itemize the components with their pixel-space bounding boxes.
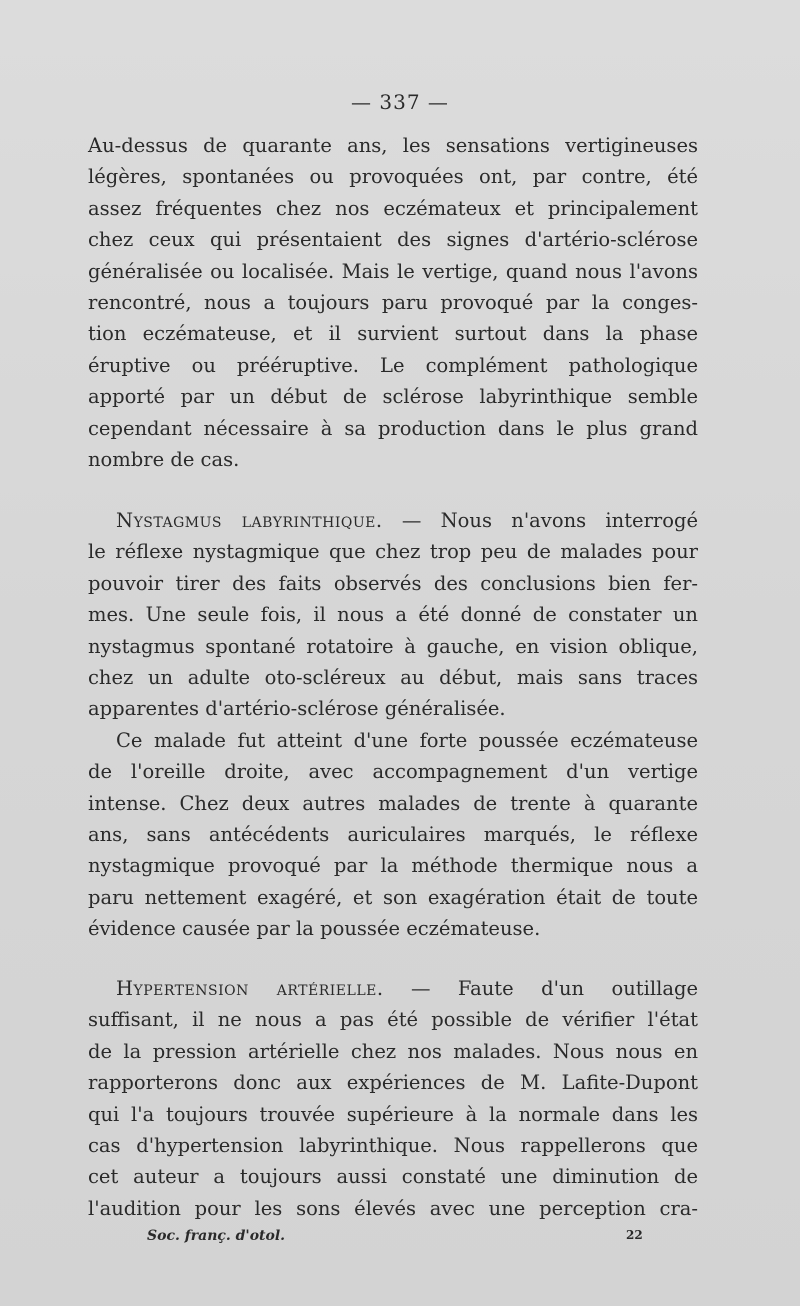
text-line: rapporterons donc aux expériences de M. Lafite-Dupont [88, 1071, 698, 1095]
text-line: éruptive ou prééruptive. Le complément pathologique [88, 353, 698, 377]
text-line: évidence causée par la poussée eczémateuse. [88, 917, 541, 941]
text-line: rencontré, nous a toujours paru provoqué par la conges- [88, 290, 698, 314]
section-first-line [88, 505, 698, 536]
text-line: mes. Une seule fois, il nous a été donné de constater un [88, 603, 698, 627]
text-line: pouvoir tirer des faits observés des conclusions bien fer- [88, 571, 698, 595]
text-line: ans, sans antécédents auriculaires marqués, le réflexe [88, 822, 698, 846]
journal-signature: Soc. franç. d'otol. [147, 1228, 286, 1244]
section-nystagmus [88, 505, 698, 944]
text-line: chez ceux qui présentaient des signes d'artério-sclérose [88, 228, 698, 252]
text-line: suffisant, il ne nous a pas été possible de vérifier l'état [88, 1008, 698, 1032]
text-line: Ce malade fut atteint d'une forte poussée eczémateuse [116, 728, 698, 752]
text-line: qui l'a toujours trouvée supérieure à la normale dans les [88, 1102, 698, 1126]
text-fragment: — Faute d'un outillage [410, 977, 698, 1000]
sheet-number: 22 [626, 1228, 643, 1242]
text-line: apparentes d'artério-sclérose généralisée. [88, 697, 506, 721]
paragraph-vertigo [88, 130, 698, 475]
text-line: nombre de cas. [88, 447, 240, 471]
text-line: cas d'hypertension labyrinthique. Nous rappellerons que [88, 1133, 698, 1157]
text-line: généralisée ou localisée. Mais le vertige, quand nous l'avons [88, 259, 698, 283]
text-line: tion eczémateuse, et il survient surtout dans la phase [88, 322, 698, 346]
text-line: apporté par un début de sclérose labyrinthique semble [88, 385, 698, 409]
section-first-line [88, 973, 698, 1004]
text-line: de la pression artérielle chez nos malades. Nous nous en [88, 1039, 698, 1063]
text-fragment: — Nous n'avons interrogé [401, 509, 698, 532]
text-line: nystagmus spontané rotatoire à gauche, en vision oblique, [88, 634, 698, 658]
text-line: légères, spontanées ou provoquées ont, par contre, été [88, 165, 698, 189]
text-line: cet auteur a toujours aussi constaté une diminution de [88, 1165, 698, 1189]
text-line: intense. Chez deux autres malades de trente à quarante [88, 791, 698, 815]
section-hypertension [88, 973, 698, 1224]
section-heading: Nystagmus labyrinthique. [116, 509, 383, 532]
text-line: chez un adulte oto-scléreux au début, mais sans traces [88, 665, 698, 689]
section-heading: Hypertension artérielle. [116, 977, 384, 1000]
text-line: l'audition pour les sons élevés avec une perception cra- [88, 1196, 698, 1220]
text-line: paru nettement exagéré, et son exagération était de toute [88, 885, 698, 909]
text-line: de l'oreille droite, avec accompagnement d'un vertige [88, 760, 698, 784]
text-line: Au-dessus de quarante ans, les sensations vertigineuses [88, 134, 698, 157]
text-line: assez fréquentes chez nos eczémateux et principalement [88, 196, 698, 220]
text-line: cependant nécessaire à sa production dans le plus grand [88, 416, 698, 440]
text-line: le réflexe nystagmique que chez trop peu de malades pour [88, 540, 698, 564]
page-number: — 337 — [351, 90, 449, 114]
text-line: nystagmique provoqué par la méthode thermique nous a [88, 854, 698, 878]
